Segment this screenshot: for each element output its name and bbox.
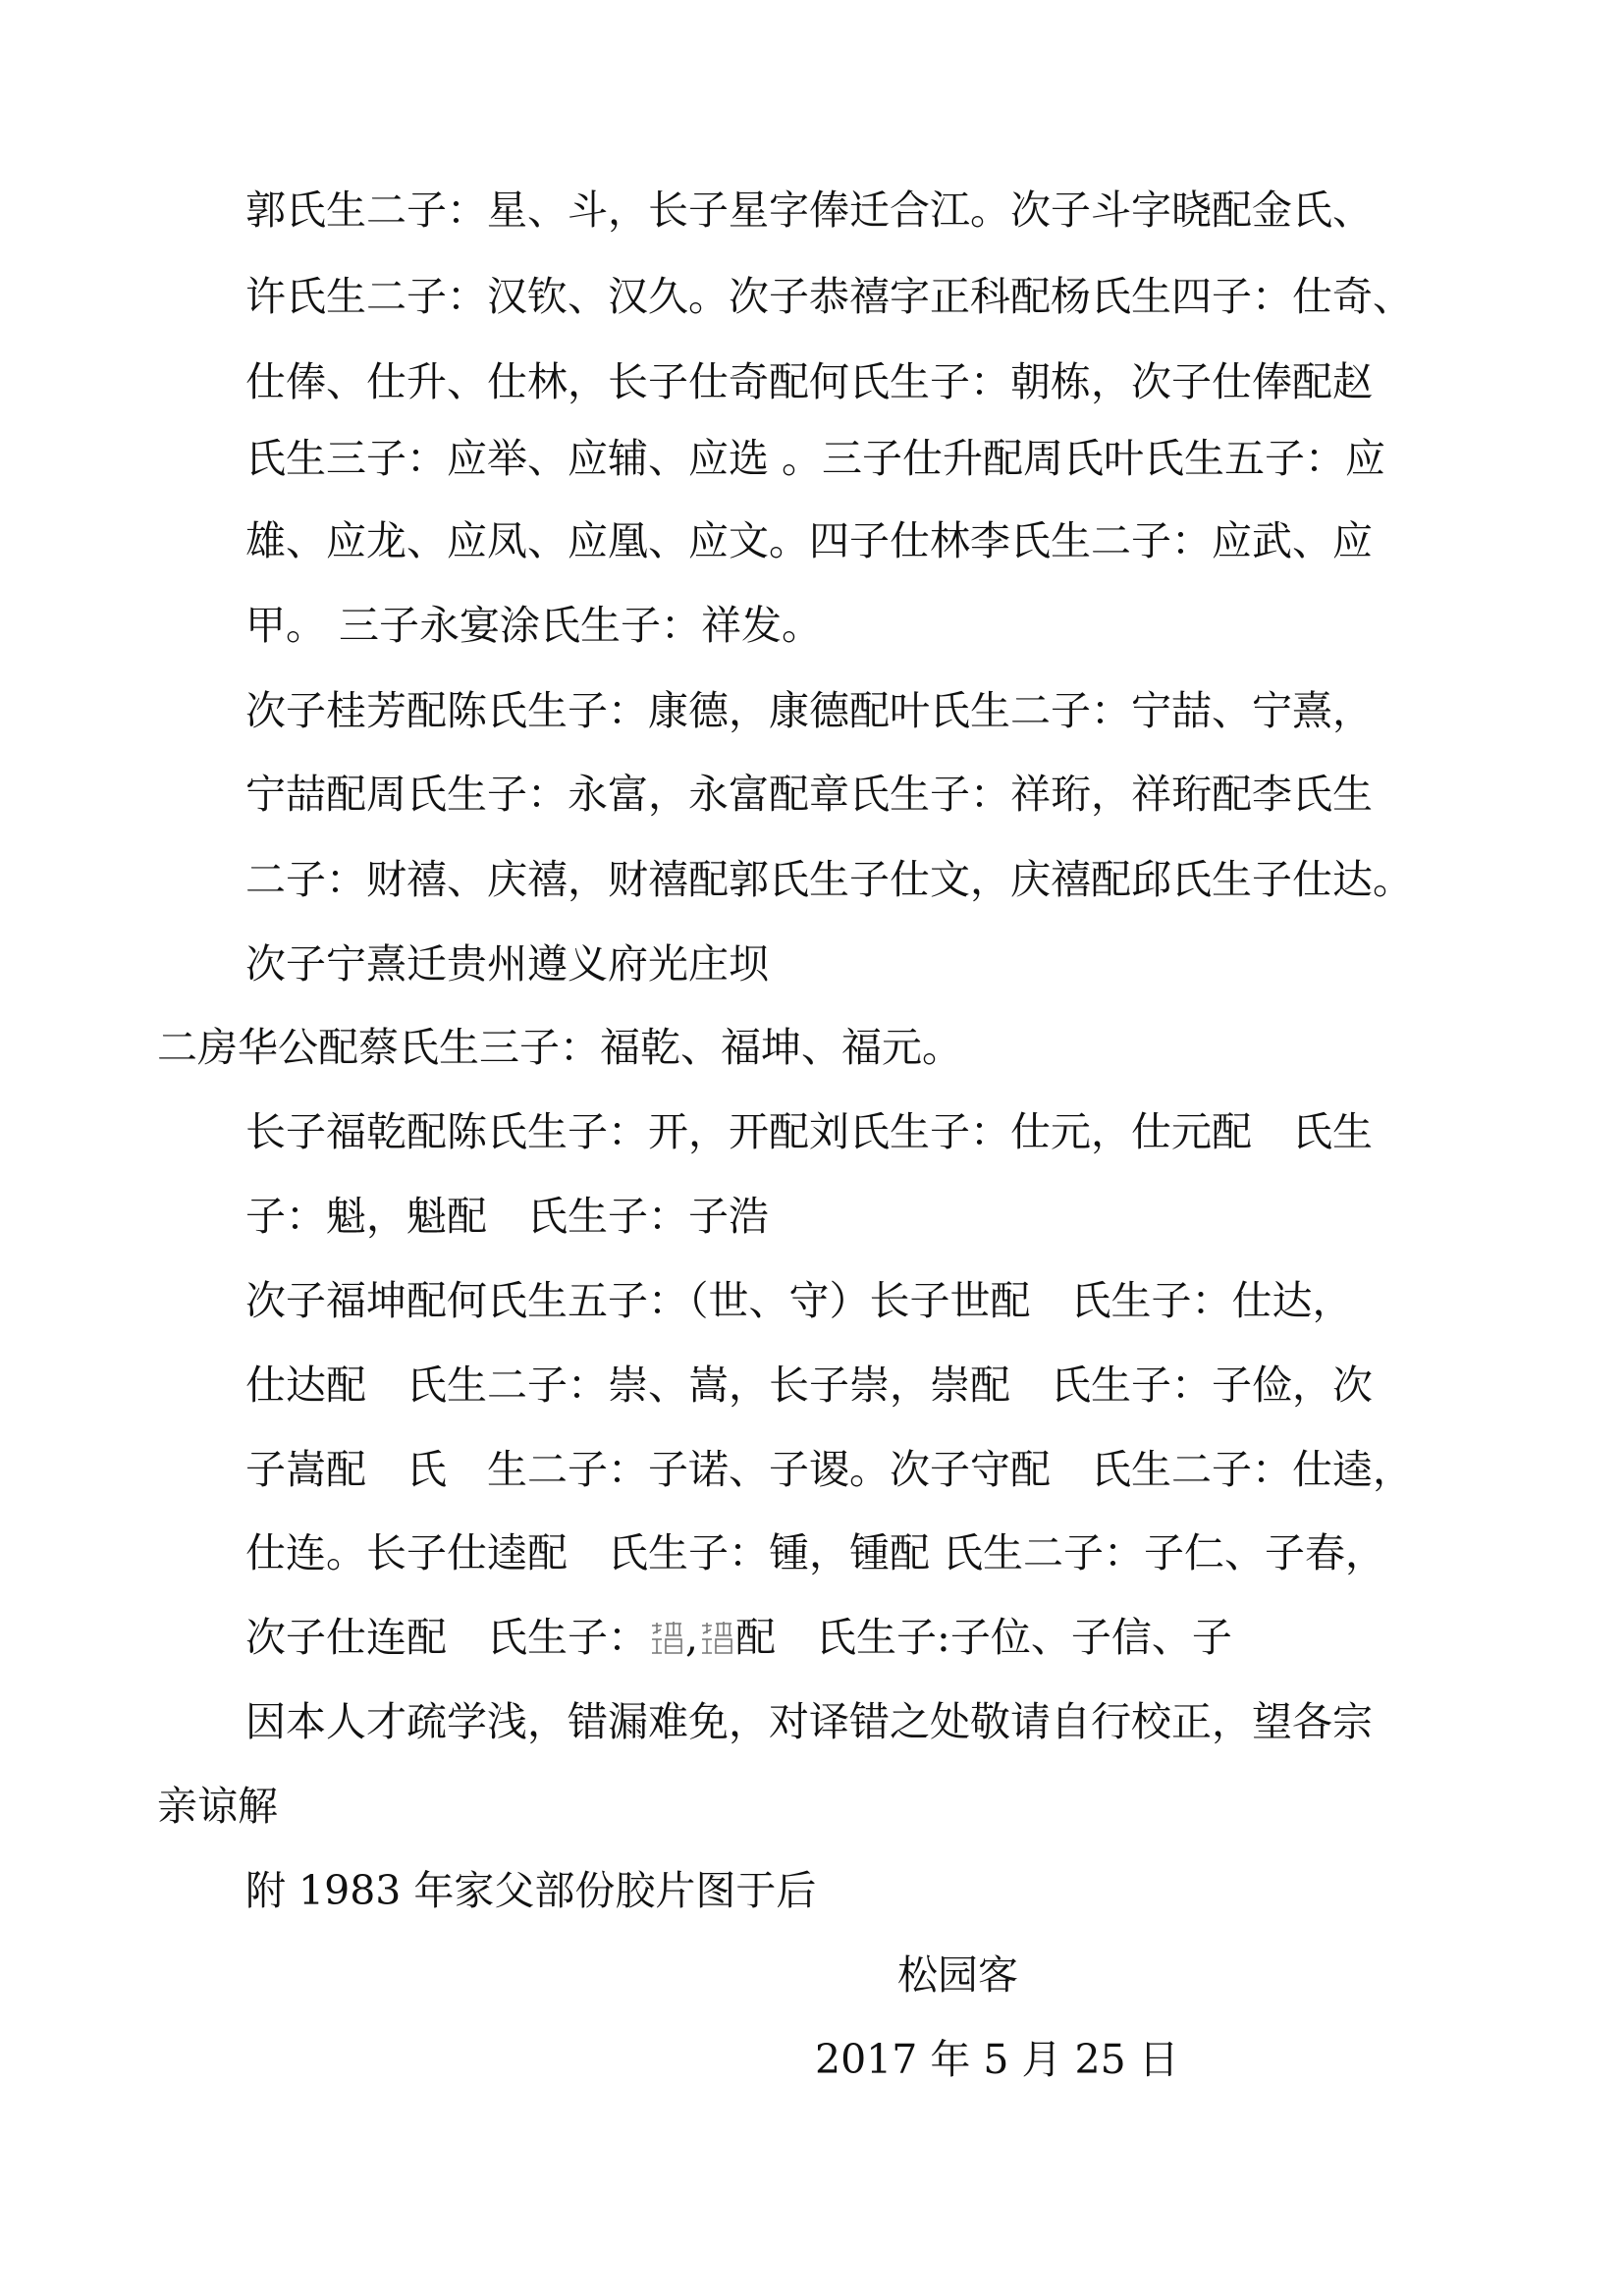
text-line-21: 附 1983 年家父部份胶片图于后 xyxy=(245,1867,817,1914)
text-line-19: 因本人才疏学浅，错漏难免，对译错之处敬请自行校正，望各宗 xyxy=(245,1698,1373,1745)
text-line-1: 郭氏生二子：星、斗，长子星字俸迁合江。次子斗字晓配金氏、 xyxy=(245,187,1373,234)
text-line-14: 次子福坤配何氏生五子：（世、守）长子世配 氏生子：仕达， xyxy=(245,1277,1353,1324)
text-line-5: 雄、应龙、应凤、应凰、应文。四子仕林李氏生二子：应武、应 xyxy=(245,517,1373,564)
text-line-16: 子嵩配 氏 生二子：子诺、子谡。次子守配 氏生二子：仕逵， xyxy=(245,1446,1413,1493)
text-line-20: 亲谅解 xyxy=(157,1783,278,1830)
text-line-18-start: 次子仕连配 氏生子： xyxy=(245,1614,648,1661)
signature-date: 2017 年 5 月 25 日 xyxy=(815,2036,1179,2083)
text-line-18-comma: , xyxy=(685,1614,699,1661)
text-line-2: 许氏生二子：汉钦、汉久。次子恭禧字正科配杨氏生四子：仕奇、 xyxy=(245,273,1413,320)
text-line-13: 子：魁，魁配 氏生子：子浩 xyxy=(245,1193,769,1240)
text-line-4: 氏生三子：应举、应辅、应选 。三子仕升配周氏叶氏生五子：应 xyxy=(245,435,1386,482)
text-line-8: 宁喆配周氏生子：永富，永富配章氏生子：祥珩，祥珩配李氏生 xyxy=(245,771,1373,818)
text-line-15: 仕达配 氏生二子：崇、嵩，长子崇，崇配 氏生子：子俭，次 xyxy=(245,1362,1373,1409)
text-line-12: 长子福乾配陈氏生子：开，开配刘氏生子：仕元，仕元配 氏生 xyxy=(245,1108,1373,1155)
text-line-9: 二子：财禧、庆禧，财禧配郭氏生子仕文，庆禧配邱氏生子仕达。 xyxy=(245,856,1413,903)
text-line-18 xyxy=(245,1613,1232,1662)
text-line-7: 次子桂芳配陈氏生子：康德，康德配叶氏生二子：宁喆、宁熹， xyxy=(245,687,1373,734)
text-line-6: 甲。 三子永宴涂氏生子：祥发。 xyxy=(245,602,823,649)
text-line-10: 次子宁熹迁贵州遵义府光庄坝 xyxy=(245,940,769,988)
rare-character-glyph xyxy=(648,1620,685,1657)
text-line-11: 二房华公配蔡氏生三子：福乾、福坤、福元。 xyxy=(157,1024,962,1071)
signature-name: 松园客 xyxy=(897,1951,1018,1999)
text-line-18-end: 配 氏生子:子位、子信、子 xyxy=(735,1614,1232,1661)
rare-character-glyph-repeat xyxy=(698,1620,735,1657)
text-line-17: 仕连。长子仕逵配 氏生子：锺，锺配 氏生二子：子仁、子春， xyxy=(245,1529,1386,1576)
text-line-3: 仕俸、仕升、仕林，长子仕奇配何氏生子：朝栋，次子仕俸配赵 xyxy=(245,358,1373,405)
